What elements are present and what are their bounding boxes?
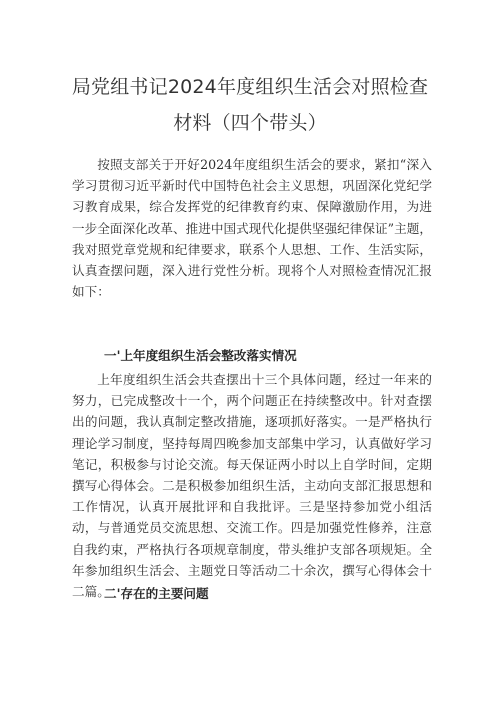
section-1-heading: 一'上年度组织生活会整改落实情况 bbox=[104, 348, 297, 363]
document-title-line-1: 局党组书记2024年度组织生活会对照检查 bbox=[71, 76, 429, 98]
section-2-heading: 二'存在的主要问题 bbox=[104, 586, 209, 601]
section-1-paragraph: 上年度组织生活会共查摆出十三个具体问题，经过一年来的努力，已完成整改十一个，两个问题正在持续整改中。针对查摆出的问题，我认真制定整改措施，逐项抓好落实。一是严格执行理论学习制度，坚持每周四晚参加支部集中学习，认真做好学习笔记，积极参与讨论交流。每天保证两小时以上自学时间，定期撰写心得体会。二是积极参加组织生活，主动向支部汇报思想和工作情况，认真开展批评和自我批评。三是坚持参加党小组活动，与普通党员交流思想、交流工作。四是加强党性修养，注意自我约束，严格执行各项规章制度，带头维护支部各项规矩。全年参加组织生活会、主题党日等活动二十余次，撰写心得体会十二篇。 bbox=[72, 372, 432, 600]
document-title-line-2: 材料（四个带头） bbox=[173, 112, 327, 134]
intro-paragraph: 按照支部关于开好2024年度组织生活会的要求，紧扣“深入学习贯彻习近平新时代中国特色社会主义思想，巩固深化党纪学习教育成果，综合发挥党的纪律教育约束、保障激励作用，为进一步全面深化改革、推进中国式现代化提供坚强纪律保证”主题，我对照党章党规和纪律要求，联系个人思想、工作、生活实际，认真查摆问题，深入进行党性分析。现将个人对照检查情况汇报如下： bbox=[72, 157, 432, 300]
